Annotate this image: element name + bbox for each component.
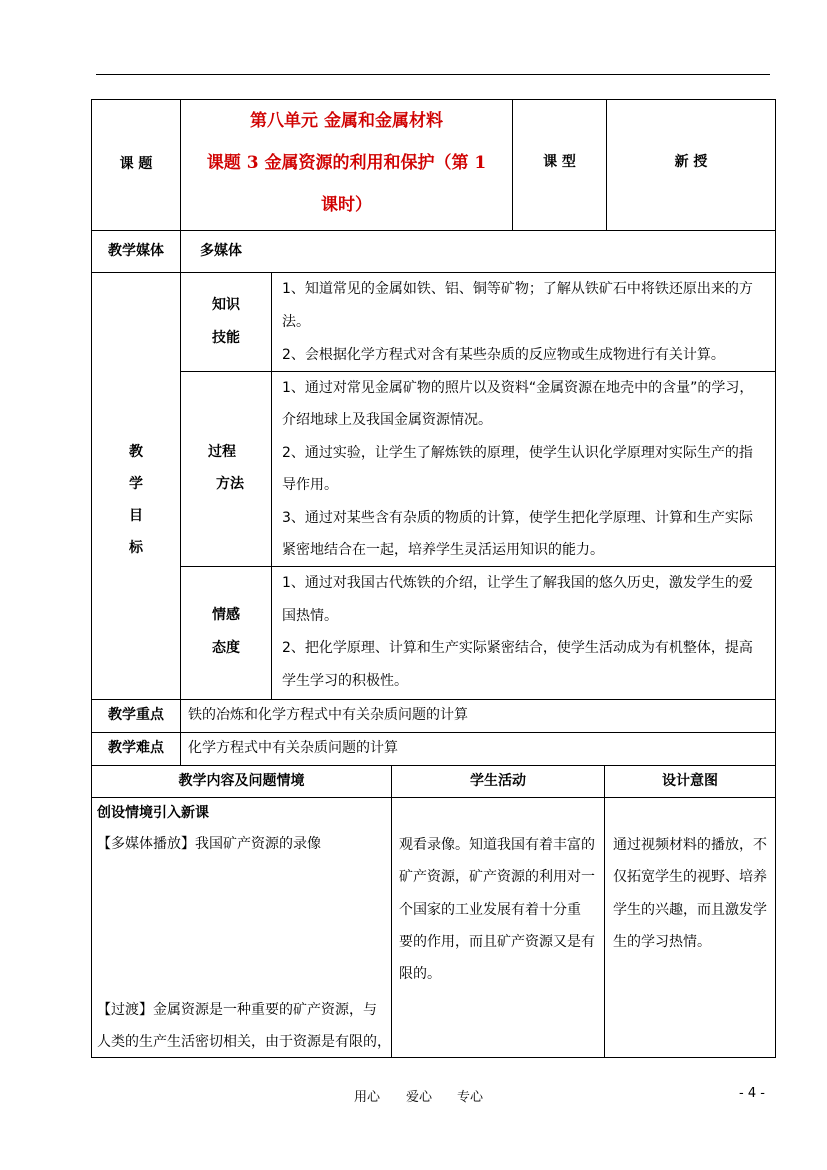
student-line: 要的作用，而且矿产资源又是有 bbox=[399, 934, 595, 950]
knowledge-line: 法。 bbox=[282, 314, 310, 330]
student-line: 个国家的工业发展有着十分重 bbox=[399, 902, 581, 918]
process-label: 过程 bbox=[208, 444, 236, 460]
design-line: 学生的兴趣，而且激发学 bbox=[613, 902, 767, 918]
footer-motto: 爱心 bbox=[406, 1090, 433, 1105]
student-line: 限的。 bbox=[399, 966, 441, 982]
difficulty-label: 教学难点 bbox=[108, 740, 164, 756]
lesson-title-cont: 课时） bbox=[321, 195, 372, 215]
goals-label-char: 教 bbox=[129, 444, 143, 460]
process-line: 紧密地结合在一起，培养学生灵活运用知识的能力。 bbox=[282, 542, 604, 558]
process-line: 3、通过对某些含有杂质的物质的计算，使学生把化学原理、计算和生产实际 bbox=[282, 510, 753, 526]
student-line: 矿产资源，矿产资源的利用对一 bbox=[399, 869, 595, 885]
process-line: 1、通过对常见金属矿物的照片以及资料“金属资源在地壳中的含量”的学习， bbox=[282, 380, 754, 396]
design-line: 仅拓宽学生的视野、培养 bbox=[613, 869, 767, 885]
goals-label-char: 目 bbox=[129, 508, 143, 524]
design-line: 通过视频材料的播放，不 bbox=[613, 837, 767, 853]
knowledge-label: 知识 bbox=[212, 297, 240, 313]
footer-motto: 专心 bbox=[457, 1090, 484, 1105]
process-label: 方法 bbox=[216, 476, 244, 492]
student-header: 学生活动 bbox=[470, 773, 526, 789]
header-rule bbox=[96, 74, 770, 75]
emotion-line: 学生学习的积极性。 bbox=[282, 673, 408, 689]
goals-label-char: 学 bbox=[129, 476, 143, 492]
emotion-line: 国热情。 bbox=[282, 608, 338, 624]
process-line: 导作用。 bbox=[282, 477, 338, 493]
content-line: 人类的生产生活密切相关，由于资源是有限的， bbox=[97, 1034, 391, 1050]
knowledge-line: 2、会根据化学方程式对含有某些杂质的反应物或生成物进行有关计算。 bbox=[282, 347, 725, 363]
knowledge-line: 1、知道常见的金属如铁、铝、铜等矿物；了解从铁矿石中将铁还原出来的方 bbox=[282, 281, 753, 297]
unit-title: 第八单元 金属和金属材料 bbox=[250, 111, 443, 131]
lesson-title: 课题 3 金属资源的利用和保护（第 1 bbox=[206, 153, 487, 173]
knowledge-label: 技能 bbox=[212, 330, 240, 346]
footer-motto: 用心 bbox=[354, 1090, 381, 1105]
process-line: 2、通过实验，让学生了解炼铁的原理，使学生认识化学原理对实际生产的指 bbox=[282, 445, 753, 461]
goals-label-char: 标 bbox=[129, 540, 143, 556]
emotion-label: 情感 bbox=[212, 607, 240, 623]
lesson-type-label: 课 型 bbox=[543, 154, 576, 170]
media-label: 教学媒体 bbox=[108, 243, 164, 259]
emotion-label: 态度 bbox=[212, 640, 240, 656]
media-value-cell bbox=[180, 230, 776, 273]
media-value: 多媒体 bbox=[200, 243, 242, 259]
emotion-line: 2、把化学原理、计算和生产实际紧密结合，使学生活动成为有机整体，提高 bbox=[282, 640, 753, 656]
emotion-line: 1、通过对我国古代炼铁的介绍，让学生了解我国的悠久历史，激发学生的爱 bbox=[282, 575, 753, 591]
section-title: 创设情境引入新课 bbox=[97, 805, 209, 821]
design-line: 生的学习热情。 bbox=[613, 934, 711, 950]
content-line: 【多媒体播放】我国矿产资源的录像 bbox=[97, 836, 321, 852]
design-header: 设计意图 bbox=[662, 773, 718, 789]
key-point-value: 铁的冶炼和化学方程式中有关杂质问题的计算 bbox=[188, 707, 468, 723]
key-point-label: 教学重点 bbox=[108, 707, 164, 723]
lesson-type-value: 新 授 bbox=[674, 154, 708, 170]
difficulty-value: 化学方程式中有关杂质问题的计算 bbox=[188, 740, 398, 756]
student-line: 观看录像。知道我国有着丰富的 bbox=[399, 837, 595, 853]
process-line: 介绍地球上及我国金属资源情况。 bbox=[282, 412, 492, 428]
page-number: - 4 - bbox=[739, 1086, 765, 1101]
lesson-label: 课 题 bbox=[119, 156, 153, 172]
content-line: 【过渡】金属资源是一种重要的矿产资源，与 bbox=[97, 1002, 377, 1018]
content-header: 教学内容及问题情境 bbox=[178, 773, 305, 789]
